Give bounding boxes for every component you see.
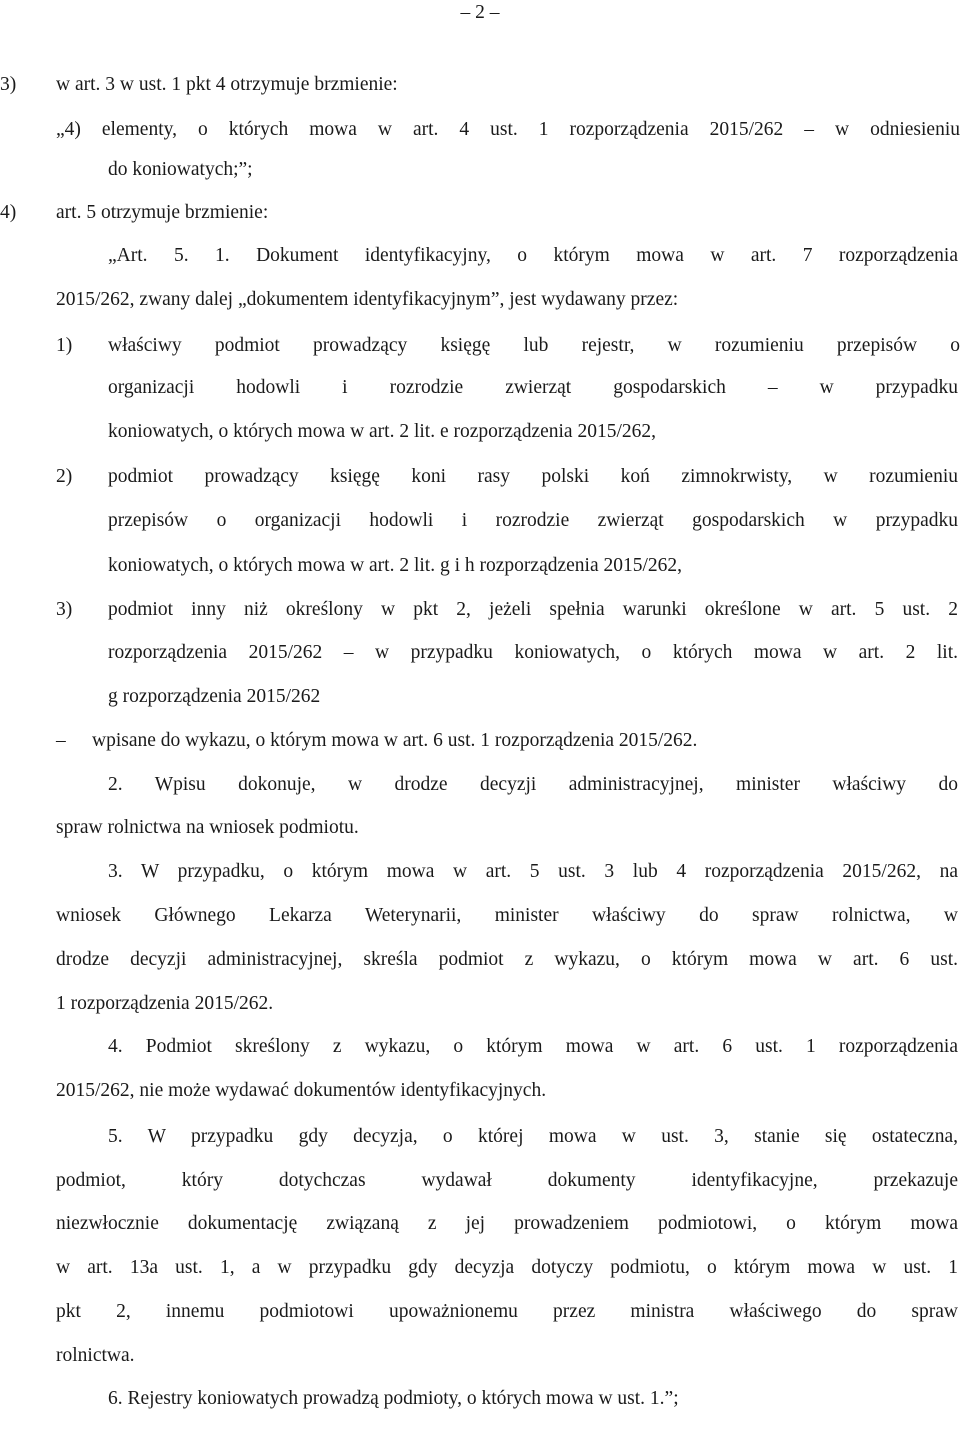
text-line xyxy=(0,412,960,452)
text-line xyxy=(0,236,960,276)
text-line xyxy=(0,150,960,190)
line-text: „Art. 5. 1. Dokument identyfikacyjny, o którym mowa w art. 7 rozporządzenia xyxy=(108,245,958,266)
text-line xyxy=(0,457,960,497)
line-text: 2015/262, nie może wydawać dokumentów identyfikacyjnych. xyxy=(56,1080,547,1101)
line-text: 1 rozporządzenia 2015/262. xyxy=(56,993,274,1014)
line-text: „4) elementy, o których mowa w art. 4 ust. 1 rozporządzenia 2015/262 – w odniesieniu xyxy=(56,119,960,140)
text-line xyxy=(0,65,960,105)
line-text: koniowatych, o których mowa w art. 2 lit. e rozporządzenia 2015/262, xyxy=(108,421,657,442)
text-line xyxy=(0,1117,960,1157)
page-number: – 2 – xyxy=(460,2,500,23)
text-line xyxy=(0,368,960,408)
text-line xyxy=(0,1027,960,1067)
text-line xyxy=(0,546,960,586)
text-line xyxy=(0,280,960,320)
text-line xyxy=(0,852,960,892)
text-line xyxy=(0,1204,960,1244)
text-line xyxy=(0,984,960,1024)
line-text: niezwłocznie dokumentację związaną z jej prowadzeniem podmiotowi, o którym mowa xyxy=(56,1213,958,1234)
line-text: organizacji hodowli i rozrodzie zwierząt gospodarskich – w przypadku xyxy=(108,377,958,398)
line-text: drodze decyzji administracyjnej, skreśla podmiot z wykazu, o którym mowa w art. 6 ust. xyxy=(56,949,958,970)
text-line xyxy=(0,1248,960,1288)
text-line xyxy=(0,110,960,150)
line-text: podmiot, który dotychczas wydawał dokumenty identyfikacyjne, przekazuje xyxy=(56,1170,958,1191)
line-text: koniowatych, o których mowa w art. 2 lit. g i h rozporządzenia 2015/262, xyxy=(108,555,683,576)
line-text: pkt 2, innemu podmiotowi upoważnionemu przez ministra właściwego do spraw xyxy=(56,1301,958,1322)
text-line xyxy=(0,765,960,805)
line-text: do koniowatych;”; xyxy=(108,159,253,180)
line-text: 2015/262, zwany dalej „dokumentem identyfikacyjnym”, jest wydawany przez: xyxy=(56,289,679,310)
line-text: g rozporządzenia 2015/262 xyxy=(108,686,321,707)
line-text: 5. W przypadku gdy decyzja, o której mowa w ust. 3, stanie się ostateczna, xyxy=(108,1126,958,1147)
list-label: 3) xyxy=(56,599,73,620)
text-line xyxy=(0,677,960,717)
text-line xyxy=(0,633,960,673)
list-label: – xyxy=(56,730,66,751)
line-text: rozporządzenia 2015/262 – w przypadku koniowatych, o których mowa w art. 2 lit. xyxy=(108,642,958,663)
line-text: wniosek Głównego Lekarza Weterynarii, minister właściwy do spraw rolnictwa, w xyxy=(56,905,958,926)
text-line xyxy=(0,1071,960,1111)
text-line xyxy=(0,501,960,541)
line-text: w art. 3 w ust. 1 pkt 4 otrzymuje brzmienie: xyxy=(56,74,398,95)
line-text: podmiot prowadzący księgę koni rasy polski koń zimnokrwisty, w rozumieniu xyxy=(108,466,958,487)
text-line xyxy=(0,808,960,848)
line-text: właściwy podmiot prowadzący księgę lub rejestr, w rozumieniu przepisów o xyxy=(108,335,960,356)
text-line xyxy=(0,940,960,980)
line-text: przepisów o organizacji hodowli i rozrodzie zwierząt gospodarskich w przypadku xyxy=(108,510,958,531)
line-text: 3. W przypadku, o którym mowa w art. 5 ust. 3 lub 4 rozporządzenia 2015/262, na xyxy=(108,861,958,882)
text-line xyxy=(0,193,960,233)
line-text: podmiot inny niż określony w pkt 2, jeżeli spełnia warunki określone w art. 5 ust. 2 xyxy=(108,599,958,620)
text-line xyxy=(0,1379,960,1419)
text-line xyxy=(0,1292,960,1332)
line-text: wpisane do wykazu, o którym mowa w art. 6 ust. 1 rozporządzenia 2015/262. xyxy=(92,730,698,751)
list-label: 1) xyxy=(56,335,73,356)
text-line xyxy=(0,326,960,366)
line-text: art. 5 otrzymuje brzmienie: xyxy=(56,202,269,223)
list-label: 2) xyxy=(56,466,73,487)
text-line xyxy=(0,1161,960,1201)
text-line xyxy=(0,896,960,936)
line-text: spraw rolnictwa na wniosek podmiotu. xyxy=(56,817,359,838)
list-label: 4) xyxy=(0,202,17,223)
text-line xyxy=(0,1336,960,1376)
line-text: w art. 13a ust. 1, a w przypadku gdy decyzja dotyczy podmiotu, o którym mowa w ust. 1 xyxy=(56,1257,958,1278)
text-line xyxy=(0,590,960,630)
text-line xyxy=(0,721,960,761)
line-text: 2. Wpisu dokonuje, w drodze decyzji administracyjnej, minister właściwy do xyxy=(108,774,958,795)
line-text: rolnictwa. xyxy=(56,1345,135,1366)
line-text: 6. Rejestry koniowatych prowadzą podmioty, o których mowa w ust. 1.”; xyxy=(108,1388,679,1409)
line-text: 4. Podmiot skreślony z wykazu, o którym mowa w art. 6 ust. 1 rozporządzenia xyxy=(108,1036,958,1057)
list-label: 3) xyxy=(0,74,17,95)
